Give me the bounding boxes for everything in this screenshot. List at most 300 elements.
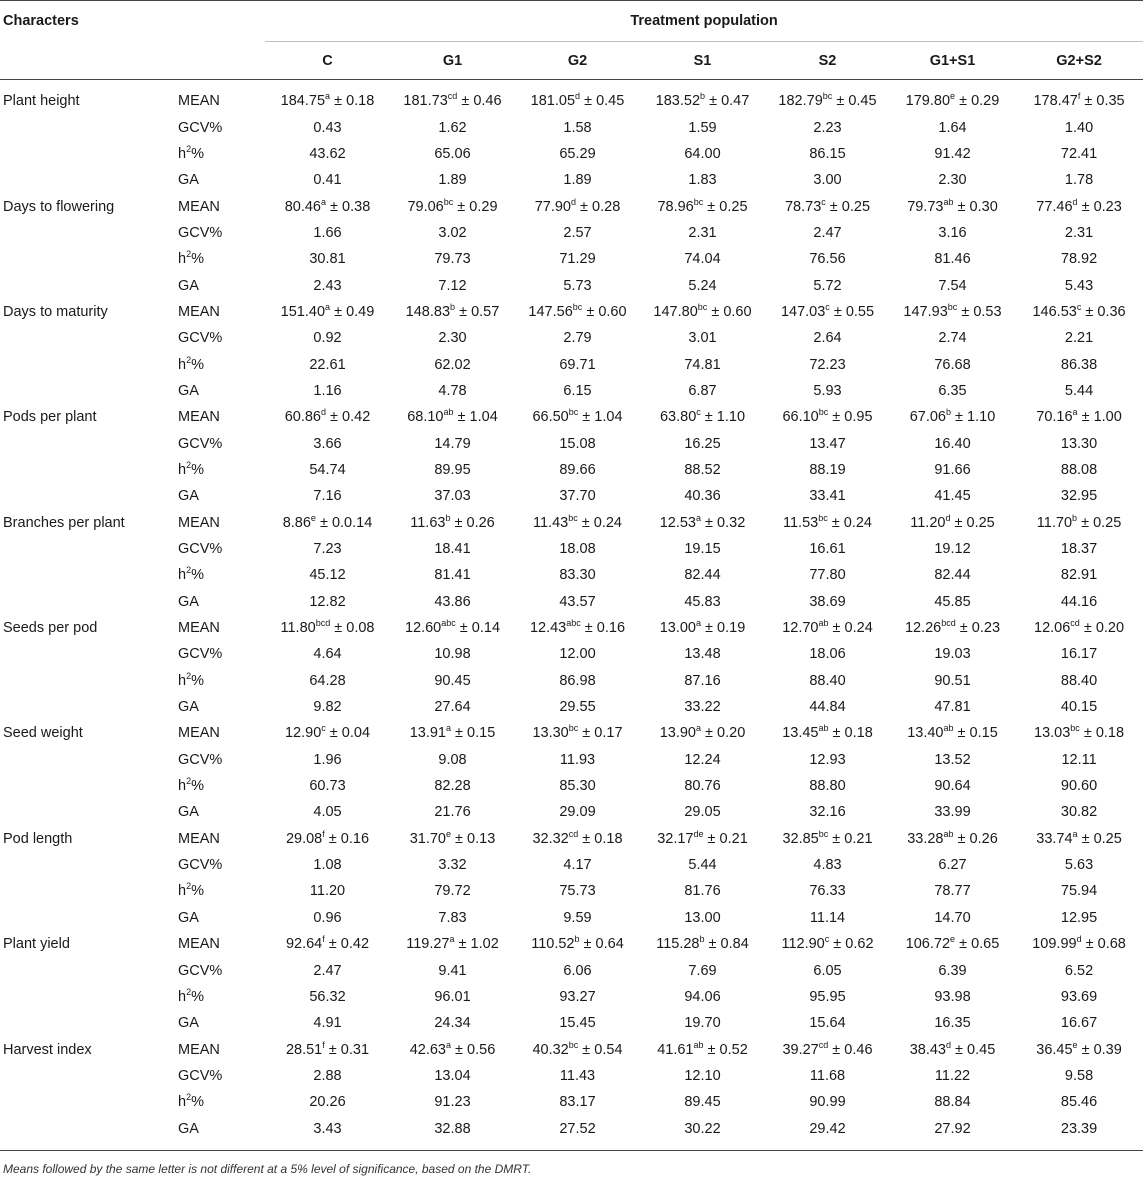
table-row — [0, 720, 1143, 746]
plus-minus-symbol: ± — [582, 725, 591, 742]
character-name: Plant yield — [3, 936, 70, 953]
table-cell: 9.59 — [563, 909, 592, 926]
standard-error: 0.64 — [595, 936, 624, 953]
table-cell: 6.35 — [938, 382, 967, 399]
standard-error: 0.0.14 — [331, 514, 373, 531]
table-cell: 11.43 — [559, 1067, 596, 1084]
table-cell — [640, 510, 765, 536]
significance-letter: bc — [818, 828, 829, 839]
significance-letter: e — [446, 828, 452, 839]
table-cell: 19.70 — [684, 1015, 721, 1032]
significance-letter: c — [321, 723, 326, 734]
table-cell: 29.42 — [809, 1120, 846, 1137]
table-cell — [265, 510, 390, 536]
mean-value: 33.74 — [1036, 830, 1073, 847]
table-cell: 16.35 — [934, 1015, 971, 1032]
table-cell: 3.43 — [313, 1120, 342, 1137]
table-cell: 3.00 — [813, 172, 842, 189]
table-cell: 91.66 — [934, 461, 971, 478]
column-header-c: C — [322, 52, 333, 69]
plus-minus-symbol: ± — [334, 303, 343, 320]
table-cell: 6.15 — [563, 382, 592, 399]
significance-letter: a — [696, 723, 702, 734]
table-cell — [390, 1036, 515, 1062]
table-cell: 7.69 — [688, 962, 717, 979]
significance-letter: bc — [822, 91, 833, 102]
significance-letter: a — [446, 723, 452, 734]
mean-value: 110.52 — [531, 936, 575, 953]
mean-value: 66.10 — [782, 409, 819, 426]
character-name-empty — [0, 668, 168, 694]
table-cell: 4.83 — [813, 857, 842, 874]
plus-minus-symbol: ± — [709, 93, 718, 110]
standard-error: 0.25 — [841, 198, 871, 215]
table-row — [0, 852, 1143, 878]
table-cell — [765, 1036, 890, 1062]
table-cell: 44.84 — [809, 699, 846, 716]
mean-value: 29.08 — [285, 830, 323, 847]
mean-value: 13.03 — [1034, 725, 1071, 742]
standard-error: 0.29 — [469, 198, 498, 215]
mean-value: 42.63 — [409, 1041, 446, 1058]
table-cell: 27.52 — [559, 1120, 596, 1137]
character-name-empty — [0, 536, 168, 562]
table-cell — [390, 931, 515, 957]
mean-value: 31.70 — [409, 830, 446, 847]
table-cell: 16.40 — [934, 435, 971, 452]
mean-value: 146.53 — [1032, 303, 1077, 320]
table-cell: 65.29 — [559, 145, 596, 162]
table-cell — [765, 299, 890, 325]
standard-error: 0.15 — [467, 725, 496, 742]
mean-value: 184.75 — [280, 93, 326, 110]
standard-error: 1.02 — [470, 936, 499, 953]
statistic-label: MEAN — [178, 514, 220, 531]
characters-header: Characters — [3, 13, 79, 30]
table-row — [0, 1010, 1143, 1036]
table-cell: 12.82 — [309, 593, 346, 610]
table-cell: 5.63 — [1064, 857, 1094, 874]
character-name-empty — [0, 641, 168, 667]
table-cell: 1.78 — [1064, 172, 1094, 189]
table-cell: 0.41 — [313, 172, 342, 189]
plus-minus-symbol: ± — [330, 198, 339, 215]
table-cell: 71.29 — [559, 251, 596, 268]
table-cell — [640, 826, 765, 852]
table-cell: 2.64 — [813, 330, 842, 347]
character-name-empty — [0, 1115, 168, 1149]
mean-value: 11.70 — [1036, 514, 1073, 531]
standard-error: 0.24 — [844, 620, 873, 637]
table-cell: 72.41 — [1060, 145, 1098, 162]
table-cell: 96.01 — [434, 988, 471, 1005]
character-name-empty — [0, 351, 168, 377]
mean-value: 39.27 — [782, 1041, 819, 1058]
table-cell: 62.02 — [434, 356, 471, 373]
mean-value: 12.70 — [782, 620, 819, 637]
table-cell — [890, 510, 1015, 536]
standard-error: 0.24 — [843, 514, 872, 531]
table-cell: 1.62 — [438, 119, 467, 136]
table-cell — [390, 193, 515, 219]
mean-value: 78.96 — [657, 198, 694, 215]
character-name-empty — [0, 984, 168, 1010]
significance-letter: d — [945, 512, 951, 523]
table-cell: 23.39 — [1060, 1120, 1098, 1137]
table-cell: 82.91 — [1060, 567, 1098, 584]
table-cell: 30.81 — [309, 251, 346, 268]
table-cell: 32.16 — [809, 804, 846, 821]
table-cell: 29.05 — [684, 804, 721, 821]
table-row — [0, 773, 1143, 799]
standard-error: 0.28 — [592, 198, 621, 215]
statistic-label: GCV% — [178, 224, 223, 241]
character-name-empty — [0, 1063, 168, 1089]
plus-minus-symbol: ± — [959, 93, 968, 110]
significance-letter: e — [1072, 1039, 1078, 1050]
plus-minus-symbol: ± — [329, 725, 338, 742]
table-cell: 3.01 — [688, 330, 717, 347]
character-name: Days to maturity — [3, 303, 108, 320]
significance-letter: e — [950, 934, 956, 945]
table-cell: 5.24 — [688, 277, 717, 294]
header-row-1 — [0, 1, 1143, 42]
significance-letter: bc — [568, 512, 578, 523]
table-cell: 77.80 — [809, 567, 846, 584]
character-name-empty — [0, 1089, 168, 1115]
mean-value: 11.43 — [533, 514, 569, 531]
standard-error: 0.08 — [346, 620, 375, 637]
table-cell: 43.62 — [309, 145, 346, 162]
statistic-label: GA — [178, 1120, 199, 1137]
mean-value: 179.80 — [905, 93, 951, 110]
table-cell: 29.09 — [559, 804, 596, 821]
table-cell: 78.77 — [934, 883, 971, 900]
table-cell: 13.48 — [684, 646, 721, 663]
table-row — [0, 193, 1143, 219]
statistic-label: $h^2\%$ — [178, 460, 204, 478]
table-cell: 85.30 — [559, 778, 596, 795]
table-cell: 90.45 — [434, 672, 471, 689]
standard-error: 0.15 — [969, 725, 998, 742]
table-cell: 16.67 — [1060, 1015, 1098, 1032]
plus-minus-symbol: ± — [582, 830, 591, 847]
plus-minus-symbol: ± — [1083, 620, 1092, 637]
significance-letter: d — [571, 196, 577, 207]
table-cell — [890, 826, 1015, 852]
table-cell: 16.61 — [809, 541, 846, 558]
table-cell: 9.82 — [313, 699, 342, 716]
character-name-empty — [0, 220, 168, 246]
table-cell — [390, 404, 515, 430]
table-cell: 9.58 — [1064, 1067, 1094, 1084]
table-row — [0, 747, 1143, 773]
mean-value: 13.00 — [659, 620, 696, 637]
table-cell: 15.45 — [559, 1015, 596, 1032]
statistic-label: $h^2\%$ — [178, 249, 204, 268]
standard-error: 0.49 — [346, 303, 375, 320]
table-cell: 12.00 — [559, 646, 596, 663]
significance-letter: a — [449, 934, 455, 945]
table-cell — [1015, 510, 1143, 536]
plus-minus-symbol: ± — [832, 1041, 841, 1058]
mean-value: 182.79 — [778, 93, 823, 110]
plus-minus-symbol: ± — [1081, 409, 1090, 426]
significance-letter: f — [322, 1039, 325, 1050]
table-cell: 21.76 — [434, 804, 471, 821]
table-cell: 10.98 — [434, 646, 471, 663]
character-name-empty — [0, 878, 168, 904]
table-cell: 40.15 — [1060, 699, 1098, 716]
table-cell — [1015, 826, 1143, 852]
character-name-empty — [0, 141, 168, 167]
standard-error: 1.04 — [469, 409, 498, 426]
table-cell: 3.66 — [313, 435, 342, 452]
table-cell: 94.06 — [684, 988, 721, 1005]
plus-minus-symbol: ± — [955, 1041, 964, 1058]
table-row — [0, 1089, 1143, 1115]
character-name-empty — [0, 378, 168, 404]
table-body — [0, 80, 1143, 1150]
statistic-label: GA — [178, 804, 199, 821]
table-cell: 2.79 — [563, 330, 592, 347]
table-cell — [890, 931, 1015, 957]
table-cell: 43.86 — [434, 593, 471, 610]
table-cell: 24.34 — [434, 1015, 471, 1032]
standard-error: 0.45 — [967, 1041, 996, 1058]
table-cell: 3.02 — [438, 224, 467, 241]
significance-letter: bc — [568, 723, 579, 734]
statistic-label: MEAN — [178, 93, 220, 110]
statistic-label: GA — [178, 1015, 199, 1032]
table-cell: 2.31 — [688, 224, 717, 241]
mean-value: 32.32 — [532, 830, 569, 847]
table-cell — [765, 80, 890, 115]
table-cell — [515, 193, 640, 219]
column-header-s1: S1 — [693, 52, 712, 69]
plus-minus-symbol: ± — [581, 514, 590, 531]
significance-letter: e — [950, 91, 956, 102]
plus-minus-symbol: ± — [957, 830, 966, 847]
table-cell: 82.28 — [434, 778, 471, 795]
significance-letter: f — [322, 828, 325, 839]
table-row — [0, 167, 1143, 193]
significance-letter: bc — [568, 1039, 579, 1050]
table-cell — [640, 299, 765, 325]
standard-error: 0.25 — [966, 514, 995, 531]
table-cell: 5.72 — [813, 277, 842, 294]
table-cell: 64.00 — [684, 145, 721, 162]
standard-error: 0.16 — [340, 830, 370, 847]
table-row — [0, 984, 1143, 1010]
standard-error: 0.20 — [717, 725, 746, 742]
plus-minus-symbol: ± — [584, 93, 593, 110]
character-name-empty — [0, 325, 168, 351]
table-cell — [640, 404, 765, 430]
mean-value: 12.26 — [904, 620, 942, 637]
table-cell: 6.52 — [1064, 962, 1094, 979]
table-cell — [390, 720, 515, 746]
table-cell — [890, 193, 1015, 219]
mean-value: 115.28 — [656, 936, 700, 953]
table-cell: 0.43 — [313, 119, 342, 136]
table-cell: 86.15 — [809, 145, 846, 162]
table-cell: 1.08 — [313, 857, 342, 874]
table-cell — [515, 931, 640, 957]
table-cell — [390, 80, 515, 115]
table-cell: 83.17 — [559, 1094, 596, 1111]
mean-value: 63.80 — [659, 409, 697, 426]
plus-minus-symbol: ± — [707, 1041, 716, 1058]
standard-error: 0.21 — [844, 830, 873, 847]
statistic-label: MEAN — [178, 303, 220, 320]
table-cell: 76.33 — [809, 883, 846, 900]
table-cell — [265, 720, 390, 746]
significance-letter: bc — [693, 196, 704, 207]
plus-minus-symbol: ± — [707, 830, 716, 847]
table-row — [0, 404, 1143, 430]
table-cell: 93.69 — [1060, 988, 1098, 1005]
table-cell: 74.81 — [684, 356, 721, 373]
statistic-label: GCV% — [178, 857, 223, 874]
significance-letter: ab — [943, 723, 954, 734]
significance-letter: bc — [947, 302, 958, 313]
table-cell: 7.23 — [313, 541, 342, 558]
significance-letter: cd — [1070, 618, 1080, 629]
table-row — [0, 272, 1143, 298]
significance-letter: bcd — [941, 618, 956, 629]
character-name-empty — [0, 483, 168, 509]
table-row — [0, 351, 1143, 377]
table-cell: 86.98 — [559, 672, 596, 689]
plus-minus-symbol: ± — [1083, 725, 1092, 742]
plus-minus-symbol: ± — [328, 1041, 337, 1058]
table-cell: 11.14 — [809, 909, 846, 926]
standard-error: 0.30 — [969, 198, 998, 215]
table-cell: 74.04 — [684, 251, 721, 268]
table-cell: 14.70 — [934, 909, 971, 926]
table-cell: 2.57 — [563, 224, 592, 241]
statistic-label: MEAN — [178, 830, 220, 847]
character-name: Branches per plant — [3, 514, 125, 531]
character-name-empty — [0, 167, 168, 193]
table-cell — [765, 615, 890, 641]
statistic-label: GCV% — [178, 435, 223, 452]
character-name: Seed weight — [3, 725, 83, 742]
mean-value: 77.90 — [534, 198, 571, 215]
mean-value: 11.63 — [410, 514, 446, 531]
table-cell: 2.43 — [313, 277, 342, 294]
standard-error: 0.42 — [340, 936, 370, 953]
table-cell: 18.41 — [434, 541, 471, 558]
table-cell: 40.36 — [684, 488, 721, 505]
table-cell — [265, 931, 390, 957]
table-row — [0, 80, 1143, 115]
table-row — [0, 1036, 1143, 1062]
table-cell: 14.79 — [434, 435, 471, 452]
table-cell: 0.96 — [313, 909, 342, 926]
table-cell: 20.26 — [309, 1094, 346, 1111]
table-cell — [515, 80, 640, 115]
character-name: Seeds per pod — [3, 620, 98, 637]
table-cell: 89.95 — [434, 461, 471, 478]
significance-letter: c — [696, 407, 701, 418]
significance-letter: ab — [943, 828, 954, 839]
plus-minus-symbol: ± — [832, 830, 841, 847]
table-row — [0, 615, 1143, 641]
plus-minus-symbol: ± — [957, 198, 966, 215]
standard-error: 0.95 — [844, 409, 873, 426]
standard-error: 0.52 — [719, 1041, 748, 1058]
mean-value: 13.40 — [907, 725, 944, 742]
table-cell: 13.00 — [684, 909, 721, 926]
mean-value: 32.17 — [657, 830, 694, 847]
table-row — [0, 641, 1143, 667]
table-cell: 88.84 — [934, 1094, 971, 1111]
table-cell: 18.37 — [1060, 541, 1098, 558]
plus-minus-symbol: ± — [458, 936, 467, 953]
table-cell: 45.85 — [934, 593, 971, 610]
table-cell: 45.12 — [309, 567, 346, 584]
significance-letter: b — [699, 934, 705, 945]
significance-letter: e — [310, 512, 316, 523]
character-name-empty — [0, 1010, 168, 1036]
plus-minus-symbol: ± — [1081, 198, 1090, 215]
mean-value: 36.45 — [1036, 1041, 1073, 1058]
statistic-label: $h^2\%$ — [178, 987, 204, 1005]
statistic-label: GCV% — [178, 962, 223, 979]
significance-letter: a — [1072, 828, 1078, 839]
table-row — [0, 1115, 1143, 1149]
plus-minus-symbol: ± — [584, 620, 593, 637]
table-cell — [515, 720, 640, 746]
statistic-label: GA — [178, 172, 199, 189]
table-cell: 6.39 — [938, 962, 967, 979]
table-cell: 9.08 — [438, 751, 467, 768]
table-cell: 12.95 — [1060, 909, 1098, 926]
table-cell: 85.46 — [1060, 1094, 1098, 1111]
mean-value: 147.56 — [528, 303, 573, 320]
table-cell — [890, 1036, 1015, 1062]
table-cell: 19.03 — [934, 646, 971, 663]
table-cell: 79.73 — [434, 251, 471, 268]
table-cell: 6.27 — [938, 857, 967, 874]
statistic-label: GCV% — [178, 646, 223, 663]
significance-letter: d — [321, 407, 327, 418]
standard-error: 0.14 — [471, 620, 501, 637]
table-cell: 18.08 — [559, 541, 596, 558]
table-cell: 76.56 — [809, 251, 846, 268]
table-cell: 7.16 — [313, 488, 342, 505]
table-cell: 12.10 — [684, 1067, 721, 1084]
table-cell: 88.19 — [809, 461, 846, 478]
significance-letter: b — [574, 934, 580, 945]
table-cell — [1015, 615, 1143, 641]
plus-minus-symbol: ± — [330, 409, 339, 426]
table-cell: 4.17 — [563, 857, 592, 874]
mean-value: 79.73 — [907, 198, 944, 215]
significance-letter: d — [1072, 196, 1078, 207]
table-cell: 81.76 — [684, 883, 721, 900]
table-cell: 82.44 — [684, 567, 721, 584]
table-cell: 33.99 — [934, 804, 971, 821]
table-cell: 87.16 — [684, 672, 721, 689]
character-name-empty — [0, 272, 168, 298]
table-cell — [765, 404, 890, 430]
character-name-empty — [0, 457, 168, 483]
statistic-label: $h^2\%$ — [178, 565, 204, 584]
table-cell — [765, 931, 890, 957]
